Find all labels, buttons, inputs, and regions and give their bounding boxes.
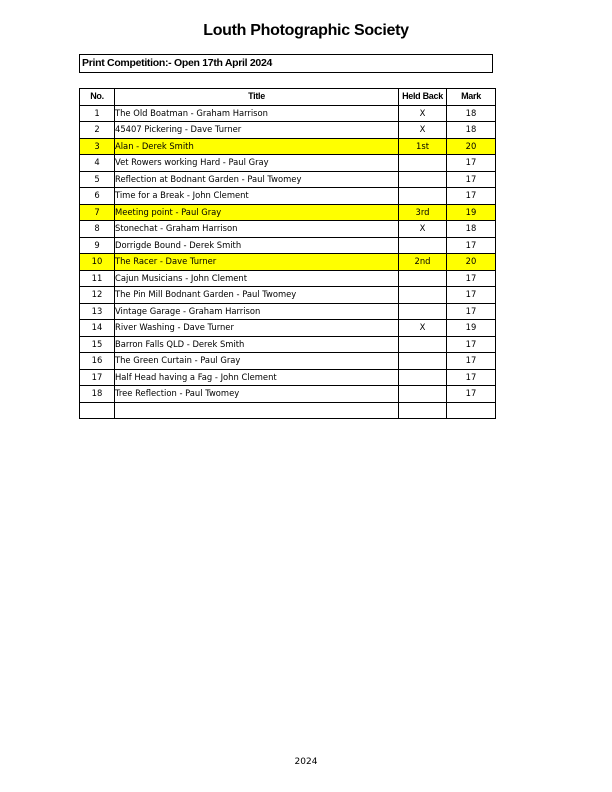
entry-held-back [399, 402, 447, 419]
table-row [80, 138, 496, 155]
page-title: Louth Photographic Society [203, 22, 409, 39]
entry-number: 4 [80, 155, 115, 172]
entry-number: 13 [80, 303, 115, 320]
footer-year: 2024 [294, 757, 318, 767]
entry-held-back: X [399, 122, 447, 139]
entry-held-back [399, 171, 447, 188]
entry-number: 10 [80, 254, 115, 271]
entry-mark: 17 [447, 270, 496, 287]
entry-number: 12 [80, 287, 115, 304]
column-header-held-back: Held Back [399, 89, 447, 106]
entry-number: 8 [80, 221, 115, 238]
entry-mark: 20 [447, 138, 496, 155]
table-row [80, 353, 496, 370]
entry-held-back [399, 287, 447, 304]
entry-title: The Pin Mill Bodnant Garden - Paul Twomey [115, 287, 399, 304]
entry-number: 16 [80, 353, 115, 370]
entry-held-back: 1st [399, 138, 447, 155]
entry-mark: 18 [447, 122, 496, 139]
entry-number: 17 [80, 369, 115, 386]
entry-mark: 17 [447, 155, 496, 172]
entry-held-back [399, 303, 447, 320]
entry-number: 5 [80, 171, 115, 188]
table-row [80, 402, 496, 419]
entry-mark: 17 [447, 303, 496, 320]
table-header-row [80, 89, 496, 106]
entry-mark: 17 [447, 287, 496, 304]
entry-title: Tree Reflection - Paul Twomey [115, 386, 399, 403]
entry-title: Vintage Garage - Graham Harrison [115, 303, 399, 320]
entry-number: 2 [80, 122, 115, 139]
column-header-mark: Mark [447, 89, 496, 106]
entry-mark: 17 [447, 336, 496, 353]
entry-number: 7 [80, 204, 115, 221]
entry-held-back [399, 155, 447, 172]
table-row [80, 105, 496, 122]
table-row [80, 270, 496, 287]
results-table [79, 88, 496, 419]
table-row [80, 122, 496, 139]
entry-held-back: X [399, 105, 447, 122]
entry-title: Stonechat - Graham Harrison [115, 221, 399, 238]
entry-mark: 17 [447, 369, 496, 386]
entry-number: 18 [80, 386, 115, 403]
entry-title: The Racer - Dave Turner [115, 254, 399, 271]
entry-number: 14 [80, 320, 115, 337]
column-header-title: Title [115, 89, 399, 106]
entry-number: 9 [80, 237, 115, 254]
entry-mark: 17 [447, 353, 496, 370]
entry-held-back [399, 336, 447, 353]
table-row [80, 221, 496, 238]
entry-held-back [399, 237, 447, 254]
entry-mark: 18 [447, 221, 496, 238]
entry-title: The Green Curtain - Paul Gray [115, 353, 399, 370]
entry-title: Half Head having a Fag - John Clement [115, 369, 399, 386]
entry-title: Alan - Derek Smith [115, 138, 399, 155]
entry-mark: 17 [447, 188, 496, 205]
table-row [80, 254, 496, 271]
entry-number: 15 [80, 336, 115, 353]
table-row [80, 369, 496, 386]
column-header-no: No. [80, 89, 115, 106]
entry-title: 45407 Pickering - Dave Turner [115, 122, 399, 139]
entry-title: Time for a Break - John Clement [115, 188, 399, 205]
entry-held-back: X [399, 221, 447, 238]
entry-held-back [399, 270, 447, 287]
entry-held-back [399, 386, 447, 403]
table-row [80, 188, 496, 205]
entry-mark: 17 [447, 386, 496, 403]
table-row [80, 336, 496, 353]
entry-mark: 17 [447, 171, 496, 188]
entry-number: 3 [80, 138, 115, 155]
table-row [80, 204, 496, 221]
table-row [80, 320, 496, 337]
entry-held-back [399, 353, 447, 370]
entry-number: 6 [80, 188, 115, 205]
entry-title: Meeting point - Paul Gray [115, 204, 399, 221]
entry-held-back [399, 369, 447, 386]
entry-title: River Washing - Dave Turner [115, 320, 399, 337]
table-row [80, 237, 496, 254]
table-row [80, 171, 496, 188]
table-row [80, 386, 496, 403]
entry-title: Vet Rowers working Hard - Paul Gray [115, 155, 399, 172]
table-row [80, 287, 496, 304]
entry-title: Dorrigde Bound - Derek Smith [115, 237, 399, 254]
entry-held-back: 2nd [399, 254, 447, 271]
entry-number [80, 402, 115, 419]
entry-mark [447, 402, 496, 419]
entry-held-back [399, 188, 447, 205]
entry-title: Reflection at Bodnant Garden - Paul Twomey [115, 171, 399, 188]
table-row [80, 303, 496, 320]
entry-title: Barron Falls QLD - Derek Smith [115, 336, 399, 353]
entry-number: 11 [80, 270, 115, 287]
entry-title: Cajun Musicians - John Clement [115, 270, 399, 287]
entry-held-back: 3rd [399, 204, 447, 221]
entry-mark: 19 [447, 320, 496, 337]
entry-mark: 18 [447, 105, 496, 122]
entry-title [115, 402, 399, 419]
entry-mark: 19 [447, 204, 496, 221]
entry-title: The Old Boatman - Graham Harrison [115, 105, 399, 122]
entry-held-back: X [399, 320, 447, 337]
entry-mark: 17 [447, 237, 496, 254]
entry-number: 1 [80, 105, 115, 122]
table-row [80, 155, 496, 172]
competition-label: Print Competition:- Open 17th April 2024 [79, 54, 493, 73]
entry-mark: 20 [447, 254, 496, 271]
